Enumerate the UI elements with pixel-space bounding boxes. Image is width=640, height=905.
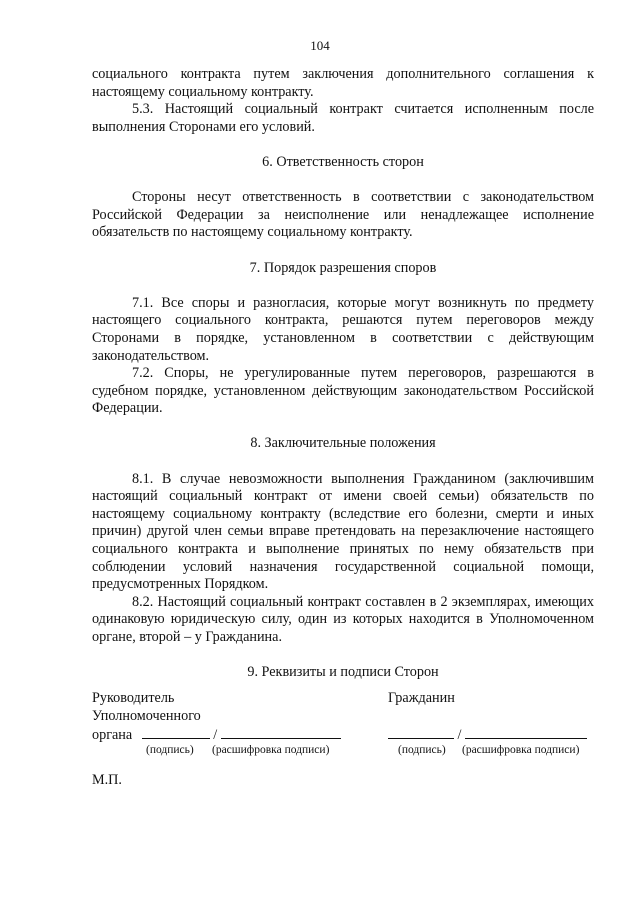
paragraph-continuation: социального контракта путем заключения дополнительного соглашения к настоящему социальному контракту. xyxy=(92,66,594,100)
document-body xyxy=(92,66,594,682)
authority-line-2: Уполномоченного xyxy=(92,707,201,724)
slash: / xyxy=(457,727,462,744)
caption-decoding: (расшифровка подписи) xyxy=(212,744,330,756)
authority-line-1: Руководитель xyxy=(92,690,175,706)
heading-section-8: 8. Заключительные положения xyxy=(250,435,436,452)
heading-section-6: 6. Ответственность сторон xyxy=(262,153,424,170)
paragraph-7-2: 7.2. Споры, не урегулированные путем переговоров, разрешаются в судебном порядке, установленном действующим законодательством Российской Федерации. xyxy=(92,365,594,417)
signature-authority xyxy=(92,690,341,756)
heading-section-9: 9. Реквизиты и подписи Сторон xyxy=(247,664,439,681)
stamp-place: М.П. xyxy=(92,772,122,788)
signature-citizen xyxy=(388,690,587,756)
signature-underline xyxy=(142,725,210,739)
paragraph-8-2: 8.2. Настоящий социальный контракт составлен в 2 экземплярах, имеющих одинаковую юридическую силу, один из которых находится в Уполномоченном органе, второй – у Гражданина. xyxy=(92,593,594,645)
page-number: 104 xyxy=(310,38,330,53)
caption-signature: (подпись) xyxy=(398,744,446,756)
paragraph-8-1: 8.1. В случае невозможности выполнения Гражданином (заключившим настоящий социальный контракт от имени своей семьи) обязательств по настоящему социальному контракту (вследствие его болезни, смерти и иных причин) другой член семьи вправе претендовать на перезаключение настоящего социального контракта и выполнение принятых по нему обязательств при соблюдении условий назначения государственной социальной помощи, предусмотренных Порядком. xyxy=(92,470,594,593)
paragraph-7-1: 7.1. Все споры и разногласия, которые могут возникнуть по предмету настоящего социального контракта, решаются путем переговоров между Сторонами в порядке, установленном в соответствии с действующим законодательством. xyxy=(92,294,594,364)
signature-underline xyxy=(388,725,454,739)
caption-decoding: (расшифровка подписи) xyxy=(462,744,580,756)
paragraph-6: Стороны несут ответственность в соответствии с законодательством Российской Федерации за неисполнение или ненадлежащее исполнение обязательств по настоящему социальному контракту. xyxy=(92,189,594,241)
decoding-underline xyxy=(221,725,341,739)
authority-line-3: органа xyxy=(92,727,133,744)
paragraph-5-3: 5.3. Настоящий социальный контракт считается исполненным после выполнения Сторонами его условий. xyxy=(92,101,594,135)
caption-signature: (подпись) xyxy=(146,744,194,756)
citizen-label: Гражданин xyxy=(388,690,455,706)
decoding-underline xyxy=(465,725,587,739)
heading-section-7: 7. Порядок разрешения споров xyxy=(249,259,437,276)
slash: / xyxy=(213,727,218,744)
